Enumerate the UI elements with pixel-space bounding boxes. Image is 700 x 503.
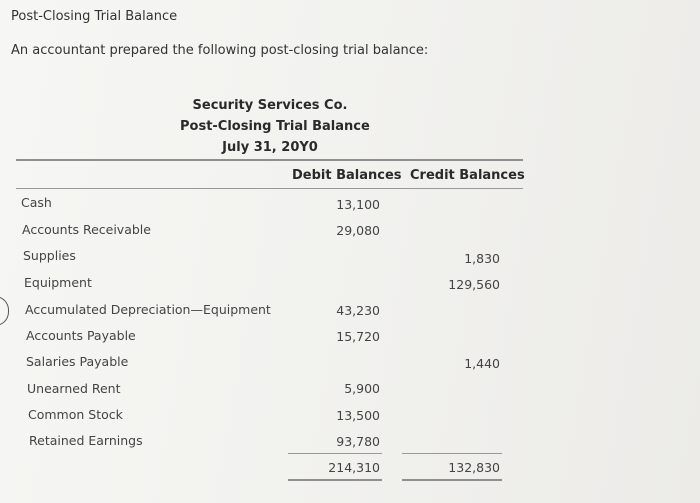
statement-header (180, 95, 370, 158)
credit-amount: 1,830 (464, 251, 500, 266)
account-name: Accumulated Depreciation—Equipment (25, 302, 271, 317)
debit-total: 214,310 (328, 460, 380, 475)
statement-date: July 31, 20Y0 (222, 140, 318, 155)
debit-amount: 29,080 (336, 223, 380, 238)
debit-amount: 93,780 (336, 434, 380, 449)
debit-total-double-rule (288, 479, 382, 481)
account-name: Common Stock (28, 407, 123, 422)
debit-subtotal-rule (288, 453, 382, 454)
page-heading: Post-Closing Trial Balance (11, 9, 178, 24)
intro-text: An accountant prepared the following post-closing trial balance: (11, 43, 429, 58)
account-name: Equipment (24, 275, 92, 290)
account-name: Supplies (23, 248, 76, 263)
account-name: Accounts Payable (26, 328, 136, 343)
credit-amount: 1,440 (464, 356, 500, 371)
account-name: Cash (21, 195, 52, 210)
credit-column-header: Credit Balances (410, 168, 525, 183)
credit-amount: 129,560 (448, 277, 500, 292)
credit-total: 132,830 (448, 460, 500, 475)
company-name: Security Services Co. (192, 98, 348, 113)
account-name: Accounts Receivable (22, 222, 151, 237)
debit-amount: 43,230 (336, 303, 380, 318)
margin-bracket (0, 296, 9, 326)
debit-amount: 15,720 (336, 329, 380, 344)
column-header-rule (16, 188, 523, 189)
account-name: Salaries Payable (26, 354, 129, 369)
debit-column-header: Debit Balances (292, 168, 402, 183)
debit-amount: 13,100 (336, 197, 380, 212)
credit-total-double-rule (402, 479, 502, 481)
credit-subtotal-rule (402, 453, 502, 454)
account-name: Unearned Rent (27, 381, 121, 396)
debit-amount: 5,900 (344, 381, 380, 396)
header-rule (16, 159, 523, 161)
account-name: Retained Earnings (29, 433, 143, 448)
statement-title: Post-Closing Trial Balance (180, 119, 370, 134)
debit-amount: 13,500 (336, 408, 380, 423)
